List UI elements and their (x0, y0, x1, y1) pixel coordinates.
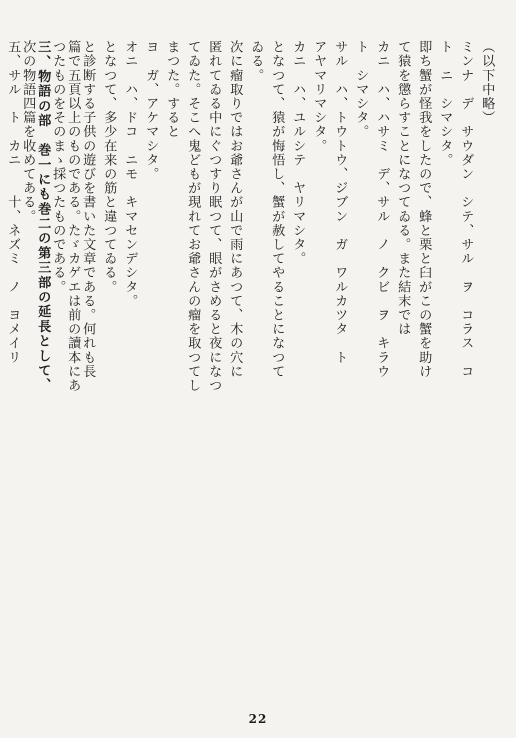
text-column: ヨ ガ、アケマシタ。 (143, 40, 159, 181)
text-column: カニ ハ、ハサミ デ、サル ノ クビ ヲ キラウ (374, 40, 390, 379)
text-column: てゐた。そこへ鬼どもが現れてお爺さんの瘤を取つてし (185, 40, 201, 393)
text-column: 次の物語四篇を收めてある。 (20, 40, 36, 224)
text-column: ト ニ シマシタ。 (437, 40, 453, 167)
text-column: カニ ハ、ユルシテ ヤリマシタ。 (290, 40, 306, 266)
section-heading: 三、物語の部 巻一にも巻二の第三部の延長として、 (35, 40, 51, 393)
text-column: と診断する子供の遊びを書いた文章である。何れも長 (80, 40, 96, 379)
text-column: オニ ハ、ドコ ニモ キマセンデシタ。 (122, 40, 138, 308)
text-column: サル ハ、トウトウ、ジブン ガ ワルカツタ ト (332, 40, 348, 365)
text-column: 篇で五頁以上のものである。たゞカゲエは前の讀本にあ (65, 40, 81, 393)
page-number: 22 (248, 712, 268, 726)
text-column: ミンナ デ サウダン シテ、サル ヲ コラス コ (458, 40, 474, 379)
text-column: ゐる。 (248, 40, 264, 83)
text-column: 次に瘤取りではお爺さんが山で雨にあつて、木の穴に (227, 40, 243, 379)
text-column: まつた。すると (164, 40, 180, 139)
text-column: 匿れてゐる中にぐつすり眠つて、眼がさめると夜になつ (206, 40, 222, 393)
text-column: て猿を懲らすことになつてゐる。また結末では (395, 40, 411, 337)
text-column: 即ち蟹が怪我をしたので、蜂と栗と臼がこの蟹を助け (416, 40, 432, 379)
text-column: アヤマリマシタ。 (311, 40, 327, 153)
text-column: （以下中略） (479, 40, 495, 125)
text-column: 五、サル ト カニ 十、ネズミ ノ ヨメイリ (5, 40, 21, 365)
text-column: ト シマシタ。 (353, 40, 369, 139)
text-column: となつて、多少在来の筋と違つてゐる。 (101, 40, 117, 294)
text-column: となつて、猿が悔悟し、蟹が赦してやることになつて (269, 40, 285, 379)
text-column: つたものをそのまゝ採つたものである。 (50, 40, 66, 294)
